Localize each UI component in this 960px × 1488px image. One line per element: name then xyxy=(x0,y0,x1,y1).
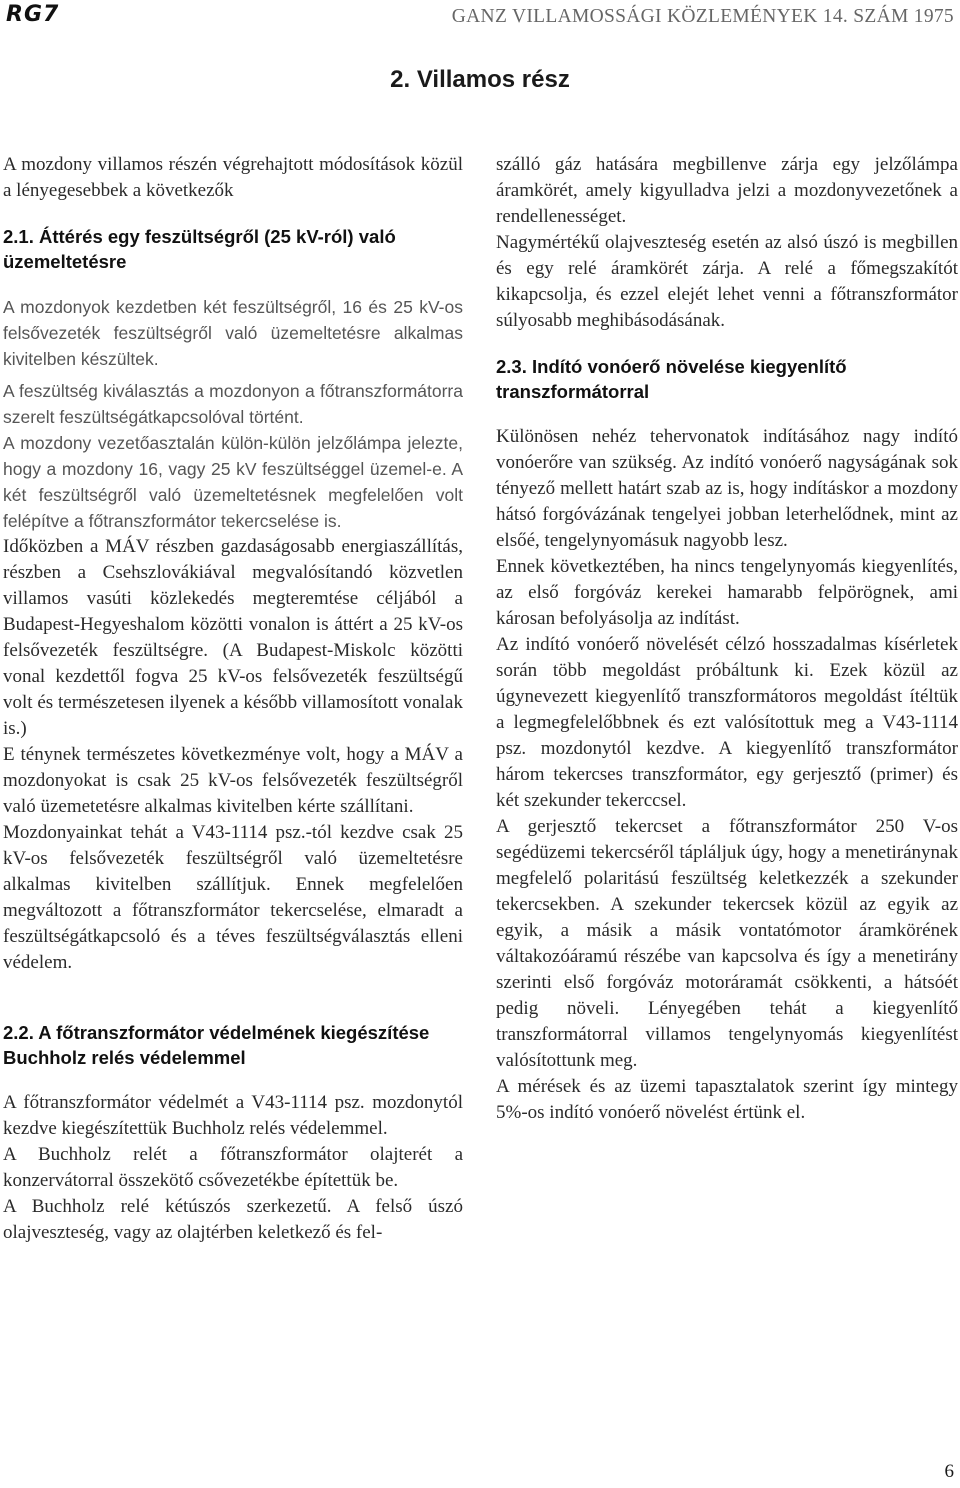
intro-paragraph: A mozdony villamos részén végrehajtott módosítások közül a lényegesebbek a következők xyxy=(3,154,463,201)
section-title: 2. Villamos rész xyxy=(390,66,570,93)
heading-2-3: 2.3. Indító vonóerő növelése kiegyenlítő transzformátorral xyxy=(496,356,847,402)
paragraph: A Buchholz relé kétúszós szerkezetű. A felső úszó olajveszteség, vagy az olajtérben keletkező és fel- xyxy=(3,1196,463,1243)
paragraph: Mozdonyainkat tehát a V43-1114 psz.-tól kezdve csak 25 kV-os felsővezeték feszültségről való üzemeltetésre alkalmas kivitelben szállítjuk. Ennek megfelelően megváltozott a főtranszformátor tekercselése, elmaradt a feszültségátkapcsoló és a téves feszültségválasztás elleni védelem. xyxy=(3,822,463,973)
paragraph: szálló gáz hatására megbillenve zárja egy jelzőlámpa áramkörét, amely kigyulladva jelzi a mozdonyvezetőnek a rendellenességet. xyxy=(496,154,958,227)
paragraph: A gerjesztő tekercset a főtranszformátor 250 V-os segédüzemi tekercséről tápláljuk úgy, hogy a menetiránynak megfelelő polaritású feszültség keletkezzék a szekunder tekercsekben. A szekunder tekercsek közül az egyik az egyik, a másik a másik vontatómotor áramkörének váltakozóáramú részébe van kapcsolva és így a menetirány szerinti első forgóváz motoráramát csökkenti, a hátsóét pedig növeli. Lényegében tehát a kiegyenlítő transzformátorral villamos tengelynyomás kiegyenlítést valósítottunk meg. xyxy=(496,816,958,1071)
paragraph: Időközben a MÁV részben gazdaságosabb energiaszállítás, részben a Csehszlovákiával megvalósítandó közvetlen villamos vasúti közlekedés megteremtése céljából a Budapest-Hegyeshalom közötti vonalon is áttért a 25 kV-os felsővezeték feszültségre. (A Budapest-Miskolc közötti vonal kezdettől fogva 25 kV-os felsővezeték feszültségű volt és természetesen ilyenek a később villamosított vonalak is.) xyxy=(3,536,463,739)
page-number: 6 xyxy=(944,1461,954,1482)
paragraph: Nagymértékű olajveszteség esetén az alsó úszó is megbillen és egy relé áramkörét zárja. A relé a főmegszakítót kikapcsolja, és ezzel elejét lehet venni a főtranszformátor súlyosabb meghibásodásának. xyxy=(496,232,958,331)
paragraph: A feszültség kiválasztás a mozdonyon a főtranszformátorra szerelt feszültségátkapcsolóval történt. xyxy=(3,381,463,427)
heading-2-2: 2.2. A főtranszformátor védelmének kiegészítése Buchholz relés védelemmel xyxy=(3,1022,430,1068)
paragraph: A mozdonyok kezdetben két feszültségről, 16 és 25 kV-os felsővezeték feszültségről való üzemeltetésre alkalmas kivitelben készültek. xyxy=(3,297,463,369)
paragraph: A Buchholz relét a főtranszformátor olajterét a konzervátorral összekötő csővezetékbe építettük be. xyxy=(3,1144,463,1191)
left-column xyxy=(3,152,463,1246)
paragraph: E ténynek természetes következménye volt, hogy a MÁV a mozdonyokat is csak 25 kV-os felsővezeték feszültségről való üzemetetésre alkalmas kivitelben kérte szállítani. xyxy=(3,744,463,817)
paragraph: A főtranszformátor védelmét a V43-1114 psz. mozdonytól kezdve kiegészítettük Buchholz relés védelemmel. xyxy=(3,1092,463,1139)
heading-2-1: 2.1. Áttérés egy feszültségről (25 kV-ról) való üzemeltetésre xyxy=(3,226,396,272)
paragraph: Az indító vonóerő növelését célzó hosszadalmas kísérletek során több megoldást próbáltunk ki. Ezek közül az úgynevezett kiegyenlítő transzformátoros megoldást ítéltük a legmegfelelőbbnek és ezt valósítottuk meg a V43-1114 psz. mozdonytól kezdve. A kiegyenlítő transzformátor három tekercses transzformátor, egy gerjesztő (primer) és két szekunder tekerccsel. xyxy=(496,634,958,811)
paragraph: A mérések és az üzemi tapasztalatok szerint így mintegy 5%-os indító vonóerő növelést értünk el. xyxy=(496,1076,958,1123)
journal-logo: RG7 xyxy=(6,2,60,27)
paragraph: Különösen nehéz tehervonatok indításához nagy indító vonóerőre van szükség. Az indító vonóerő nagyságának sok tényező mellett határt szab az is, hogy indításkor a mozdony hátsó forgóvázának tengelyei jobban leterhelődnek, mint az elsőé, tengelynyomásuk nagyobb lesz. xyxy=(496,426,958,551)
paragraph: A mozdony vezetőasztalán külön-külön jelzőlámpa jelezte, hogy a mozdony 16, vagy 25 kV feszültséggel üzemel-e. A két feszültségről való üzemeltetésnek megfelelően volt felépítve a főtranszformátor tekercselése is. xyxy=(3,433,463,531)
journal-title: GANZ VILLAMOSSÁGI KÖZLEMÉNYEK 14. SZÁM 1975 xyxy=(451,6,954,27)
right-column xyxy=(496,152,958,1126)
paragraph: Ennek következtében, ha nincs tengelynyomás kiegyenlítés, az első forgóváz kerekei hamarabb felpörögnek, ami károsan befolyásolja az indítást. xyxy=(496,556,958,629)
